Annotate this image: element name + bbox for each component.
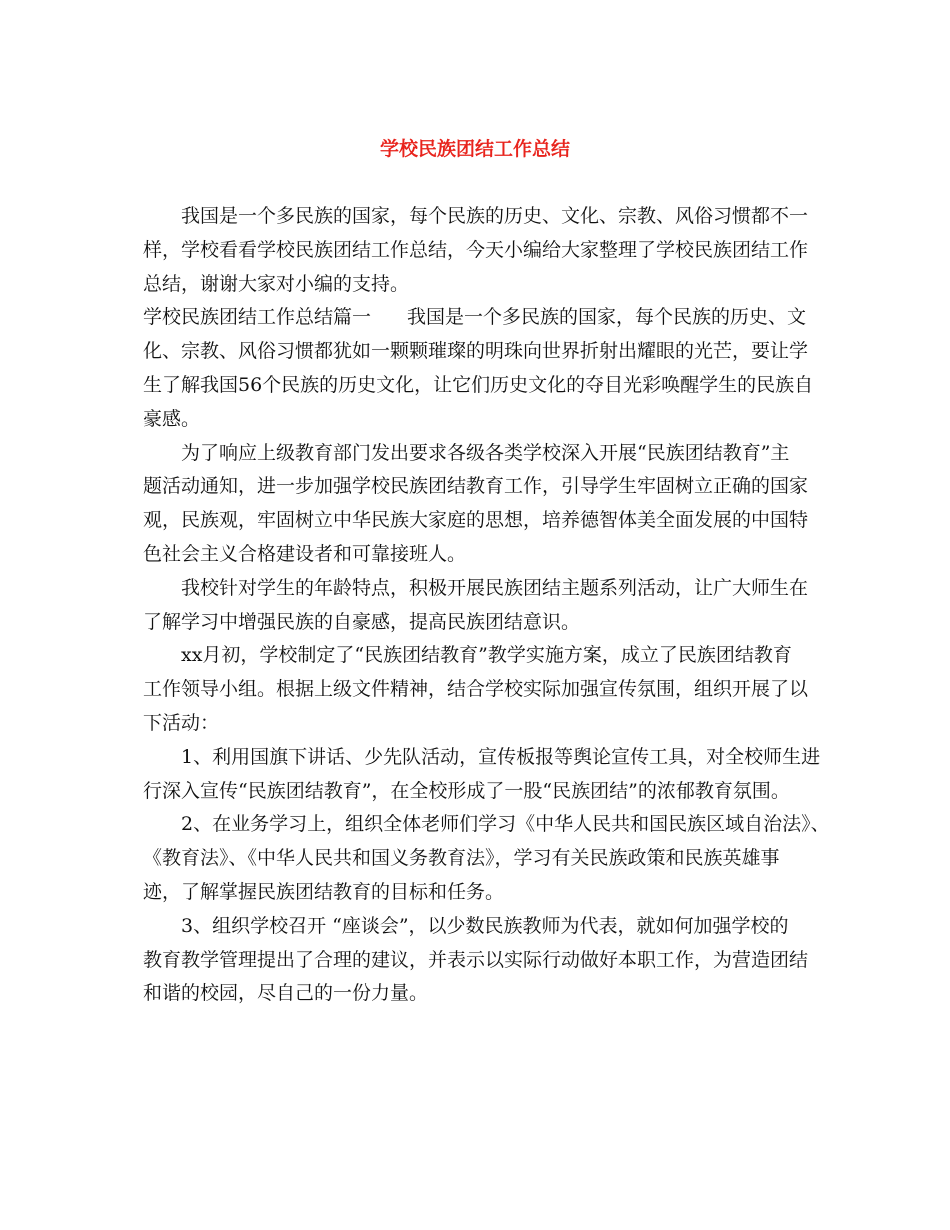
document-body [143,200,830,1011]
text-line [143,944,809,978]
text-line-content: 2、在业务学习上，组织全体老师们学习《中华人民共和国民族区域自治法》、 [181,813,830,836]
text-line [143,268,809,302]
text-line-content: 生了解我国56个民族的历史文化，让它们历史文化的夺目光彩唤醒学生的民族自 [143,373,814,396]
text-line-content: 下活动： [143,711,220,734]
text-line [143,741,821,775]
text-line-content: 题活动通知，进一步加强学校民族团结教育工作，引导学生牢固树立正确的国家 [143,475,809,498]
text-line-content: 化、宗教、风俗习惯都犹如一颗颗璀璨的明珠向世界折射出耀眼的光芒，要让学 [143,340,809,363]
text-line [143,876,809,910]
text-line [143,606,809,640]
text-line [143,234,809,268]
text-line [143,910,809,944]
text-line-content: 迹，了解掌握民族团结教育的目标和任务。 [143,880,505,903]
document-title: 学校民族团结工作总结 [379,138,570,160]
text-line-content: 豪感。 [143,407,201,430]
text-line-content: xx月初，学校制定了“民族团结教育”教学实施方案，成立了民族团结教育 [181,644,792,667]
text-line-continuation: 我国是一个多民族的国家，每个民族的历史、文 [407,306,807,329]
text-line [143,639,809,673]
text-line [143,842,809,876]
text-line-content: 3、组织学校召开 “座谈会”，以少数民族教师为代表，就如何加强学校的 [181,914,789,937]
text-line-content: 行深入宣传“民族团结教育”，在全校形成了一股“民族团结”的浓郁教育氛围。 [143,779,790,802]
text-line [143,301,809,335]
text-line [143,504,809,538]
text-line-content: 观，民族观，牢固树立中华民族大家庭的思想，培养德智体美全面发展的中国特 [143,509,809,532]
text-line [143,369,814,403]
text-line [143,977,809,1011]
text-line-content: 和谐的校园，尽自己的一份力量。 [143,982,429,1005]
text-line-content: 我校针对学生的年龄特点，积极开展民族团结主题系列活动，让广大师生在 [181,576,809,599]
text-line-content: 总结，谢谢大家对小编的支持。 [143,272,410,295]
text-line [143,437,809,471]
text-line-content: 样，学校看看学校民族团结工作总结，今天小编给大家整理了学校民族团结工作 [143,238,809,261]
text-line-content: 1、利用国旗下讲话、少先队活动，宣传板报等舆论宣传工具，对全校师生进 [181,745,821,768]
text-line [143,200,809,234]
text-line-content: 学校民族团结工作总结篇一 [143,306,372,329]
text-line [143,808,830,842]
text-line-content: 我国是一个多民族的国家，每个民族的历史、文化、宗教、风俗习惯都不一 [181,205,809,227]
text-line [143,470,809,504]
text-line-content: 《教育法》、《中华人民共和国义务教育法》，学习有关民族政策和民族英雄事 [143,847,780,870]
text-line [143,538,809,572]
text-line-content: 教育教学管理提出了合理的建议，并表示以实际行动做好本职工作，为营造团结 [143,948,809,971]
text-line [143,775,809,809]
text-line [143,335,809,369]
text-line-content: 工作领导小组。根据上级文件精神，结合学校实际加强宣传氛围，组织开展了以 [143,678,809,701]
text-line-content: 了解学习中增强民族的自豪感，提高民族团结意识。 [143,610,581,633]
text-line [143,707,809,741]
text-line-content: 色社会主义合格建设者和可靠接班人。 [143,542,467,565]
text-line [143,403,809,437]
text-line [143,673,809,707]
text-line [143,572,809,606]
text-line-content: 为了响应上级教育部门发出要求各级各类学校深入开展“民族团结教育”主 [181,441,790,464]
